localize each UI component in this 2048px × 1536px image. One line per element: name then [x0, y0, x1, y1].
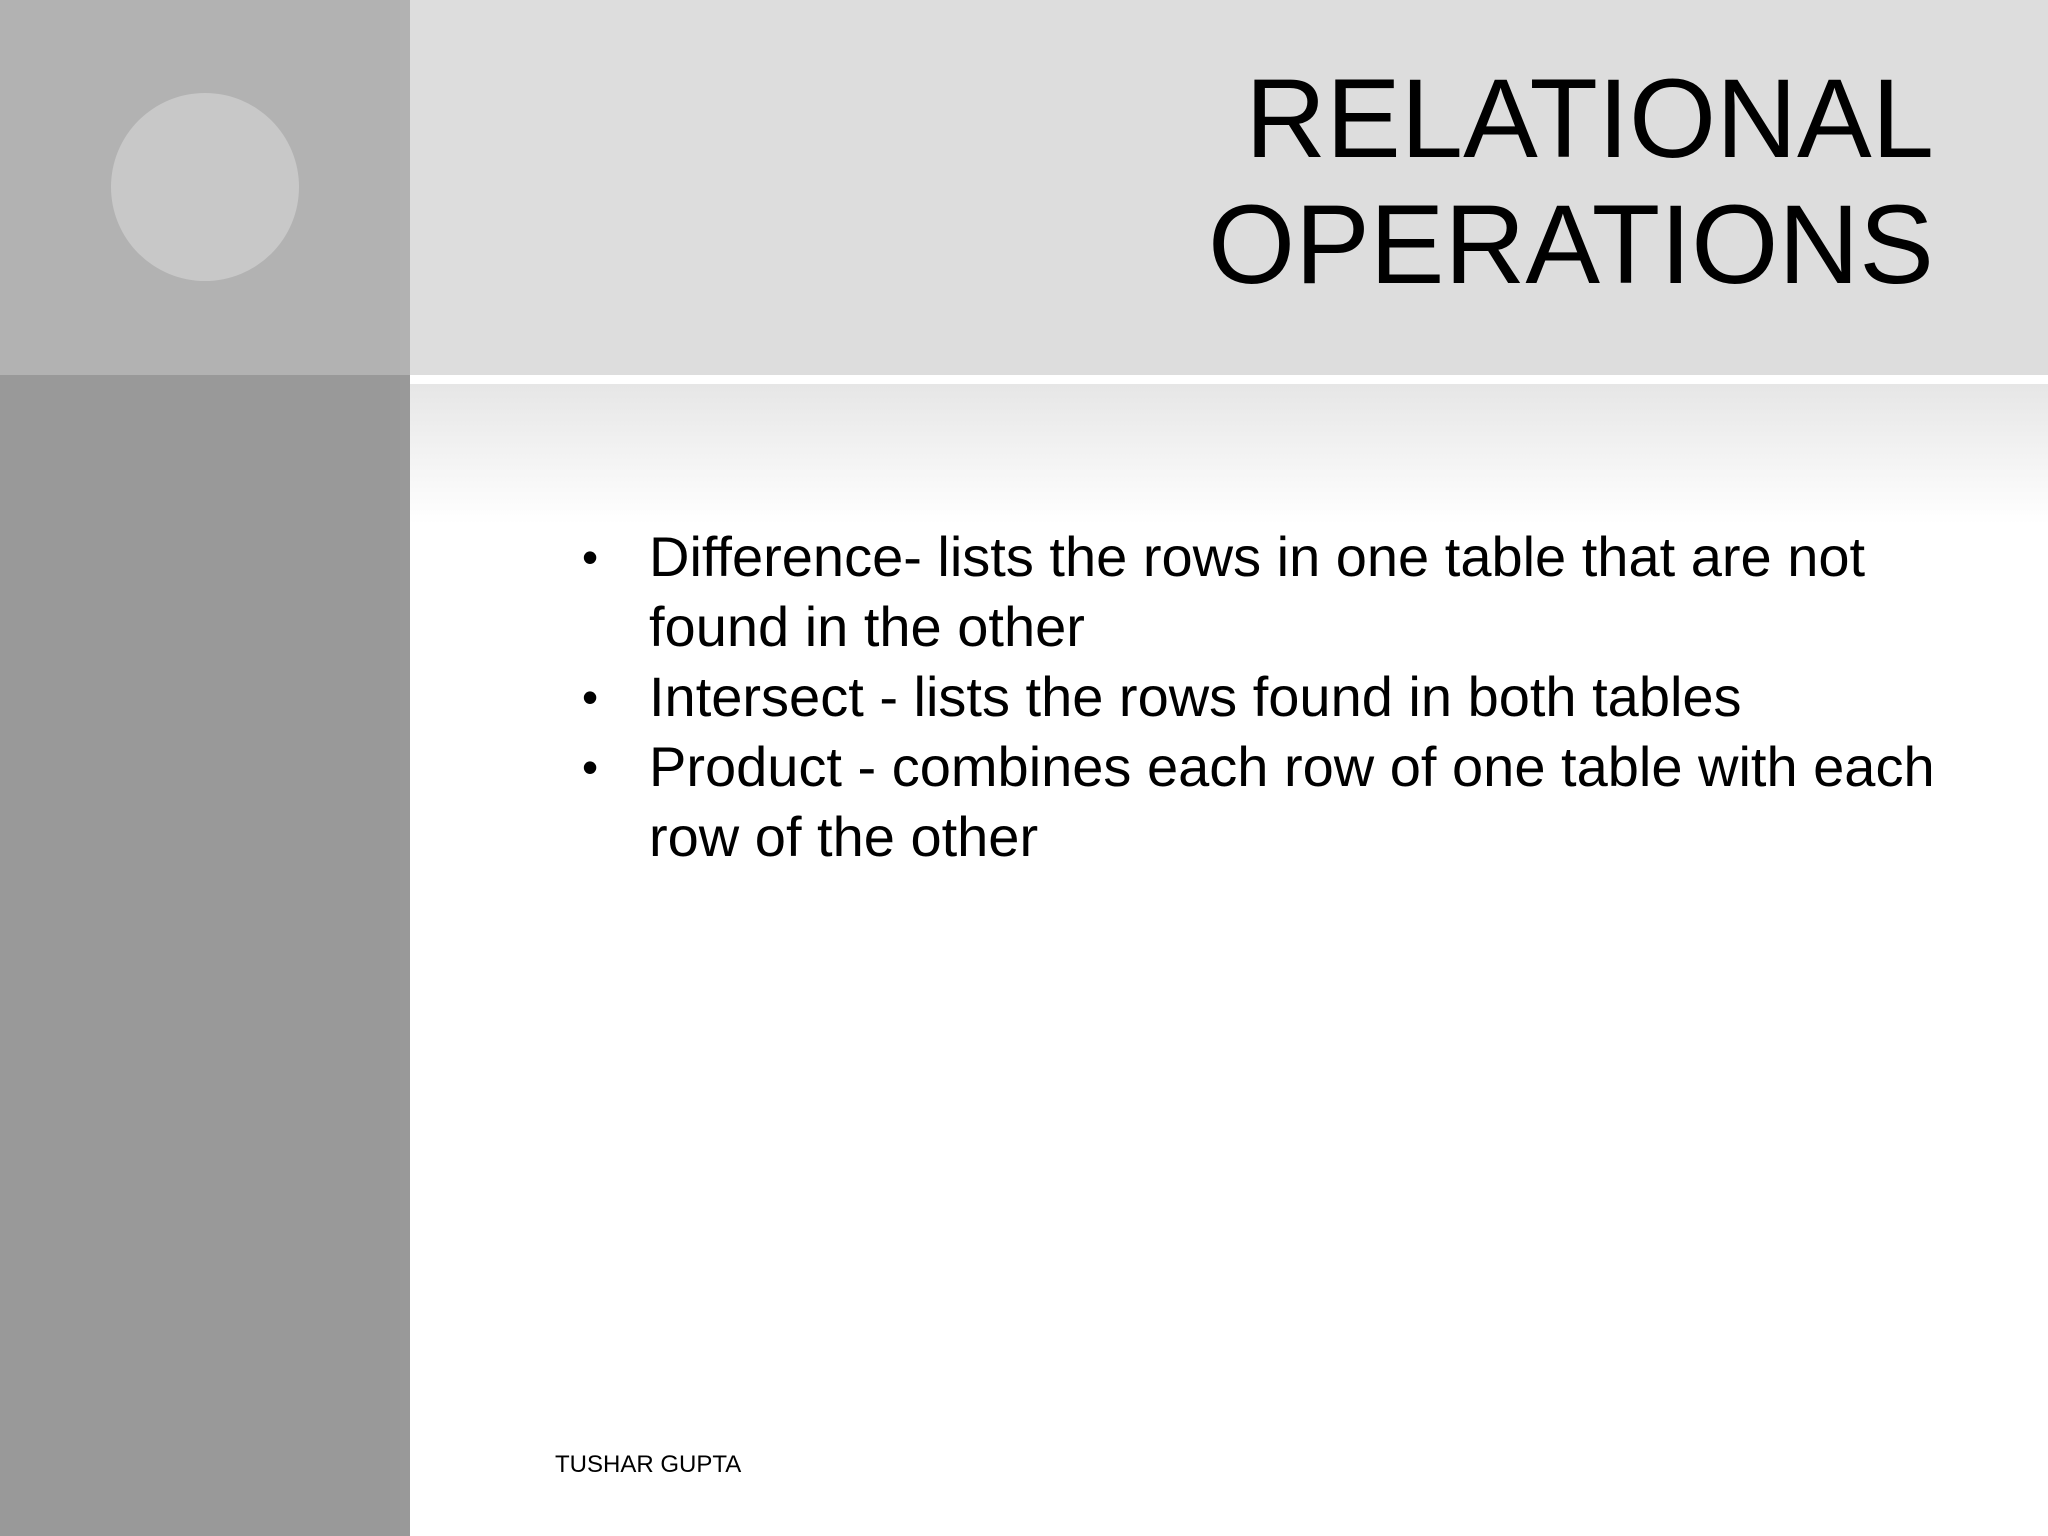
bullet-text: Product - combines each row of one table with each row of the other	[649, 735, 1935, 868]
bullet-item-product	[582, 732, 1962, 872]
bullet-text: Intersect - lists the rows found in both tables	[649, 665, 1742, 728]
footer-author: TUSHAR GUPTA	[555, 1451, 742, 1478]
slide-title-line-2: OPERATIONS	[1207, 182, 1934, 307]
bullet-text: Difference- lists the rows in one table that are not found in the other	[649, 525, 1866, 658]
bullet-dot-icon: •	[582, 531, 599, 583]
header-divider	[410, 375, 2048, 384]
left-bottom-panel	[0, 375, 410, 1536]
bullet-dot-icon: •	[582, 671, 599, 723]
bullet-item-difference	[582, 522, 1962, 662]
slide-title	[1208, 56, 1934, 308]
slide-title-line-1: RELATIONAL	[1245, 56, 1934, 181]
bullet-dot-icon: •	[582, 741, 599, 793]
decorative-circle	[111, 93, 299, 281]
header-fade	[410, 384, 2048, 524]
bullet-item-intersect	[582, 662, 1962, 732]
bullet-list	[582, 522, 1962, 872]
